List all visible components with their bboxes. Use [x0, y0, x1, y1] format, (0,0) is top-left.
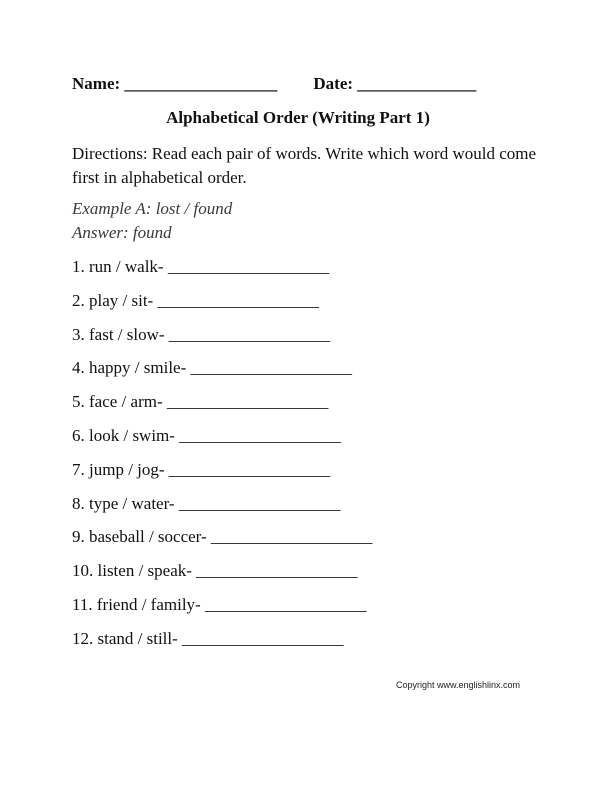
- question-list: [72, 256, 372, 662]
- example-question: Example A: lost / found: [72, 199, 233, 218]
- example-block: [72, 197, 232, 245]
- date-field-label: Date: ______________: [313, 74, 477, 93]
- question-item: 4. happy / smile- ___________________: [72, 358, 353, 378]
- question-item: 10. listen / speak- ___________________: [72, 561, 358, 581]
- question-item: 6. look / swim- ___________________: [72, 425, 341, 445]
- name-field-label: Name: __________________: [72, 74, 278, 93]
- copyright-footer: Copyright www.englishlinx.com: [396, 680, 521, 690]
- example-answer: Answer: found: [72, 223, 172, 242]
- question-item: 5. face / arm- ___________________: [72, 392, 329, 412]
- question-item: 9. baseball / soccer- ___________________: [72, 527, 373, 547]
- question-item: 8. type / water- ___________________: [72, 493, 341, 513]
- question-item: 12. stand / still- ___________________: [72, 628, 344, 648]
- question-item: 11. friend / family- ___________________: [72, 594, 367, 614]
- directions-text: Directions: Read each pair of words. Write which word would come first in alphabetical order.: [72, 144, 537, 187]
- question-item: 2. play / sit- ___________________: [72, 290, 319, 310]
- worksheet-title: Alphabetical Order (Writing Part 1): [166, 108, 430, 127]
- header-row: [72, 74, 476, 94]
- worksheet-title-wrapper: [0, 108, 612, 128]
- question-item: 1. run / walk- ___________________: [72, 257, 330, 276]
- question-item: 7. jump / jog- ___________________: [72, 459, 331, 479]
- question-item: 3. fast / slow- ___________________: [72, 324, 331, 344]
